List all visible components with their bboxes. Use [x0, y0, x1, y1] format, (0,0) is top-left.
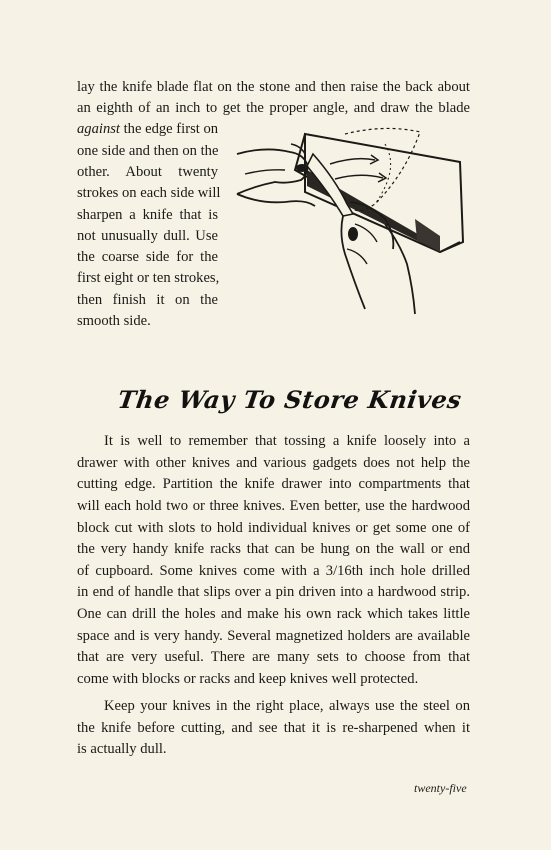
para1-line: It is well to remember that tossing a knife loosely into a — [104, 433, 470, 449]
para1-line: drawer with other knives and various gadgets does not help the — [77, 455, 470, 471]
para2-line: the knife before cutting, and see that it is re-sharpened when it — [77, 720, 470, 736]
wrap-line: one side and then on the — [77, 143, 219, 159]
wrap-line: smooth side. — [77, 313, 151, 329]
wrap-line: sharpen a knife that is — [77, 207, 218, 223]
wrap-line: other. About twenty — [77, 164, 218, 180]
para1-line: One can drill the holes and make his own rack which takes little — [77, 606, 470, 622]
intro-line-2: an eighth of an inch to get the proper angle, and draw the blade — [77, 100, 470, 116]
page-number: twenty-five — [414, 781, 467, 795]
para2-line: Keep your knives in the right place, always use the steel on — [104, 698, 470, 714]
para1-line: the very handy knife racks that can be hung on the wall or end — [77, 541, 470, 557]
para1-line: will each hold two or three knives. Even better, use the hardwood — [77, 498, 470, 514]
emphasis-against: against — [77, 121, 120, 137]
para1-line: of cupboard. Some knives come with a 3/16th inch hole drilled — [77, 563, 470, 579]
para1-line: cutting edge. Partition the knife drawer into compartments that — [77, 476, 470, 492]
para1-line: block cut with slots to hold individual knives or get some one of — [77, 520, 470, 536]
intro-line-1: lay the knife blade flat on the stone and then raise the back about — [77, 79, 470, 95]
wrap-line: the coarse side for the — [77, 249, 218, 265]
wrap-line: first eight or ten strokes, — [77, 270, 220, 286]
section-heading: The Way To Store Knives — [115, 385, 464, 414]
para1-line: come with blocks or racks and keep knives well protected. — [77, 671, 419, 687]
intro-line-3-rest: the edge first on — [119, 121, 219, 137]
intro-line-3 — [77, 119, 227, 140]
para2-line: is actually dull. — [77, 741, 167, 757]
wrap-line: then finish it on the — [77, 292, 218, 308]
para1-line: in end of handle that slips over a pin driven into a hardwood strip. — [77, 584, 470, 600]
para1-line: that are very useful. There are many sets to choose from that — [77, 649, 470, 665]
wrap-line: strokes on each side will — [77, 185, 221, 201]
knife-sharpening-illustration — [235, 124, 475, 324]
para1-line: space and is very handy. Several magnetized holders are available — [77, 628, 470, 644]
wrap-line: not unusually dull. Use — [77, 228, 218, 244]
